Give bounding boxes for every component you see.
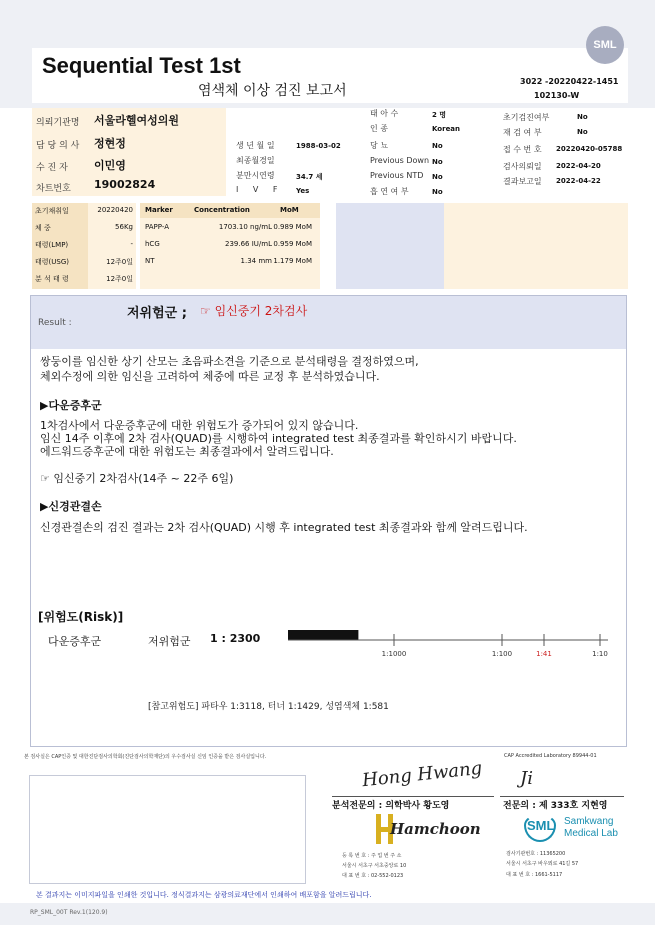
measure-row-label: 분 석 태 령	[35, 275, 69, 283]
examinee-label: 수 진 자	[36, 163, 68, 173]
analyst-signature: Hong Hwang	[361, 757, 484, 792]
report-number: 3022 -20220422-1451	[520, 77, 619, 86]
analyst-title: 분석전문의 : 의학박사 황도영	[332, 801, 450, 811]
risk-scale-label: 1:100	[491, 650, 513, 658]
prev-down-label: Previous Down	[370, 156, 430, 165]
report-code: 102130-W	[534, 91, 580, 100]
result-headline-risk: 저위험군 ;	[127, 306, 187, 321]
marker-mom-cell: 0.959 MoM	[273, 240, 312, 248]
measure-row-value: 12주0일	[106, 258, 133, 266]
left-address-1: 등 록 번 호 : 주 업 번 주 소	[342, 853, 402, 859]
hamchoon-logo-icon	[372, 812, 481, 848]
hospital-value: 서울라헬여성의원	[94, 114, 180, 127]
risk-level: 저위험군	[148, 635, 191, 648]
chart-value: 19002824	[94, 178, 156, 191]
prev-down-value: No	[432, 158, 443, 166]
form-code: RP_SML_00T Rev.1(120.9)	[30, 909, 108, 916]
measure-row-value: -	[130, 240, 133, 248]
result-date-label: 결과보고일	[503, 177, 542, 186]
sml-logo-icon	[586, 26, 624, 64]
measure-row-label: 초기채취일	[35, 207, 69, 215]
result-date-value: 2022-04-22	[556, 177, 601, 185]
birth-label: 생 년 월 일	[236, 141, 275, 150]
left-address-2: 서울시 서초구 서초중앙로 10	[342, 863, 407, 869]
samkwang-mark-text: SML	[527, 818, 555, 833]
measure-row-value: 56Kg	[115, 223, 133, 231]
diabetes-value: No	[432, 142, 443, 150]
measure-row-label: 태령(USG)	[35, 258, 69, 266]
down-line2: 임신 14주 이후에 2차 검사(QUAD)를 시행하여 integrated test 최종결과를 확인하시기 바랍니다.	[40, 432, 517, 445]
first-test-label: 초기검진여부	[503, 113, 550, 122]
doctor-label: 담 당 의 사	[36, 141, 80, 151]
hamchoon-text: Hamchoon	[390, 820, 481, 838]
risk-name: 다운증후군	[48, 635, 102, 648]
marker-conc-cell: 1.34 mm	[240, 257, 272, 265]
marker-conc-cell: 239.66 IU/mL	[225, 240, 272, 248]
left-address-3: 대 표 번 호 : 02-552-0123	[342, 873, 404, 879]
marker-mom-cell: 0.989 MoM	[273, 223, 312, 231]
marker-header-marker: Marker	[145, 206, 173, 214]
birth-value: 1988-03-02	[296, 142, 341, 150]
risk-ratio: 1 : 2300	[210, 632, 261, 645]
receipt-label: 접 수 번 호	[503, 145, 542, 154]
result-header-bg	[31, 296, 626, 349]
down-line1: 1차검사에서 다운증후군에 대한 위험도가 증가되어 있지 않습니다.	[40, 419, 359, 432]
result-para1-line2: 체외수정에 의한 임신을 고려하여 체중에 따른 교정 후 분석하였습니다.	[40, 370, 380, 383]
chart-label: 차트번호	[36, 184, 71, 194]
marker-marker-cell: NT	[145, 257, 155, 265]
blank-blue-col	[336, 203, 444, 289]
age-label: 분만시연령	[236, 171, 275, 180]
disclaimer: 본 결과지는 이미지파일을 인쇄한 것입니다. 정식결과지는 삼광의료재단에서 인쇄하여 배포함을 알려드립니다.	[36, 891, 372, 899]
measure-row-label: 체 중	[35, 224, 51, 232]
risk-scale-label: 1:41	[536, 650, 552, 658]
measure-row-label: 태령(LMP)	[35, 241, 69, 249]
receipt-value: 20220420-05788	[556, 145, 623, 153]
ivf-label: I V F	[236, 185, 284, 194]
second-test-note: ☞ 임신중기 2차검사(14주 ~ 22주 6일)	[40, 472, 234, 485]
result-para1-line1: 쌍둥이를 임신한 상기 산모는 초음파소견을 기준으로 분석태령을 결정하였으며,	[40, 355, 419, 368]
prev-ntd-value: No	[432, 173, 443, 181]
report-title: Sequential Test 1st	[42, 53, 241, 78]
measure-row-value: 20220420	[97, 206, 133, 214]
specialist-signature: Ji	[520, 768, 533, 789]
marker-conc-cell: 1703.10 ng/mL	[218, 223, 272, 231]
specialist-signature-line	[500, 796, 624, 797]
retest-label: 재 검 여 부	[503, 128, 542, 137]
marker-header-mom: MoM	[280, 206, 299, 214]
marker-mom-cell: 1.179 MoM	[273, 257, 312, 265]
cap-note: 본 검사실은 CAP인증 및 대한진단검사의학회(진단검사의학재단)의 우수검사실 신임 인증을 받은 검사실입니다.	[24, 754, 267, 760]
smoking-label: 흡 연 여 부	[370, 187, 409, 196]
first-test-value: No	[577, 113, 588, 121]
risk-scale-label: 1:10	[592, 650, 608, 658]
ntd-title: ▶신경관결손	[40, 500, 102, 513]
analyst-signature-line	[332, 796, 494, 797]
down-syndrome-title: ▶다운증후군	[40, 399, 102, 412]
fetus-value: 2 명	[432, 111, 447, 119]
report-subtitle: 염색체 이상 검진 보고서	[198, 83, 347, 99]
smoking-value: No	[432, 188, 443, 196]
diabetes-label: 당 뇨	[370, 141, 388, 150]
down-line3: 에드워드증후군에 대한 위험도는 최종결과에서 알려드립니다.	[40, 445, 334, 458]
risk-bar	[288, 630, 358, 640]
marker-marker-cell: PAPP-A	[145, 223, 170, 231]
right-address-1: 검사기관번호 : 11365200	[506, 851, 566, 857]
measure-row-value: 12주0일	[106, 275, 133, 283]
fetus-label: 태 아 수	[370, 109, 399, 118]
memo-box[interactable]	[29, 775, 306, 884]
age-value: 34.7 세	[296, 173, 323, 181]
risk-scale-label: 1:1000	[381, 650, 407, 658]
race-value: Korean	[432, 125, 461, 133]
race-label: 인 종	[370, 124, 388, 133]
sml-logo-text: SML	[593, 39, 617, 51]
result-headline-followup: ☞ 임신중기 2차검사	[200, 304, 308, 318]
right-address-2: 서울시 서초구 바우뫼로 41길 57	[506, 861, 579, 867]
specialist-title: 전문의 : 제 333호 지현영	[503, 801, 608, 811]
hospital-label: 의뢰기관명	[36, 118, 80, 128]
test-date-value: 2022-04-20	[556, 162, 601, 170]
samkwang-name2: Medical Lab	[564, 828, 618, 839]
cap-lab: CAP Accredited Laboratory 89944-01	[504, 753, 597, 759]
lmp-label: 최종월경일	[236, 156, 275, 165]
marker-marker-cell: hCG	[145, 240, 160, 248]
test-date-label: 검사의뢰일	[503, 162, 542, 171]
risk-scale	[284, 626, 624, 662]
result-label: Result :	[38, 318, 72, 328]
samkwang-name1: Samkwang	[564, 816, 614, 827]
right-address-3: 대 표 번 호 : 1661-5117	[506, 872, 563, 878]
examinee-value: 이민영	[94, 159, 126, 172]
risk-title: [위험도(Risk)]	[38, 610, 124, 624]
ivf-value: Yes	[296, 187, 310, 195]
samkwang-logo-icon	[524, 812, 624, 846]
blank-cream-col	[444, 203, 628, 289]
reference-risk: [참고위험도] 파타우 1:3118, 터너 1:1429, 성염색체 1:581	[148, 702, 389, 712]
retest-value: No	[577, 128, 588, 136]
marker-header-concentration: Concentration	[194, 206, 250, 214]
prev-ntd-label: Previous NTD	[370, 171, 424, 180]
ntd-line1: 신경관결손의 검진 결과는 2차 검사(QUAD) 시행 후 integrated test 최종결과와 함께 알려드립니다.	[40, 521, 528, 534]
doctor-value: 정현정	[94, 137, 126, 150]
